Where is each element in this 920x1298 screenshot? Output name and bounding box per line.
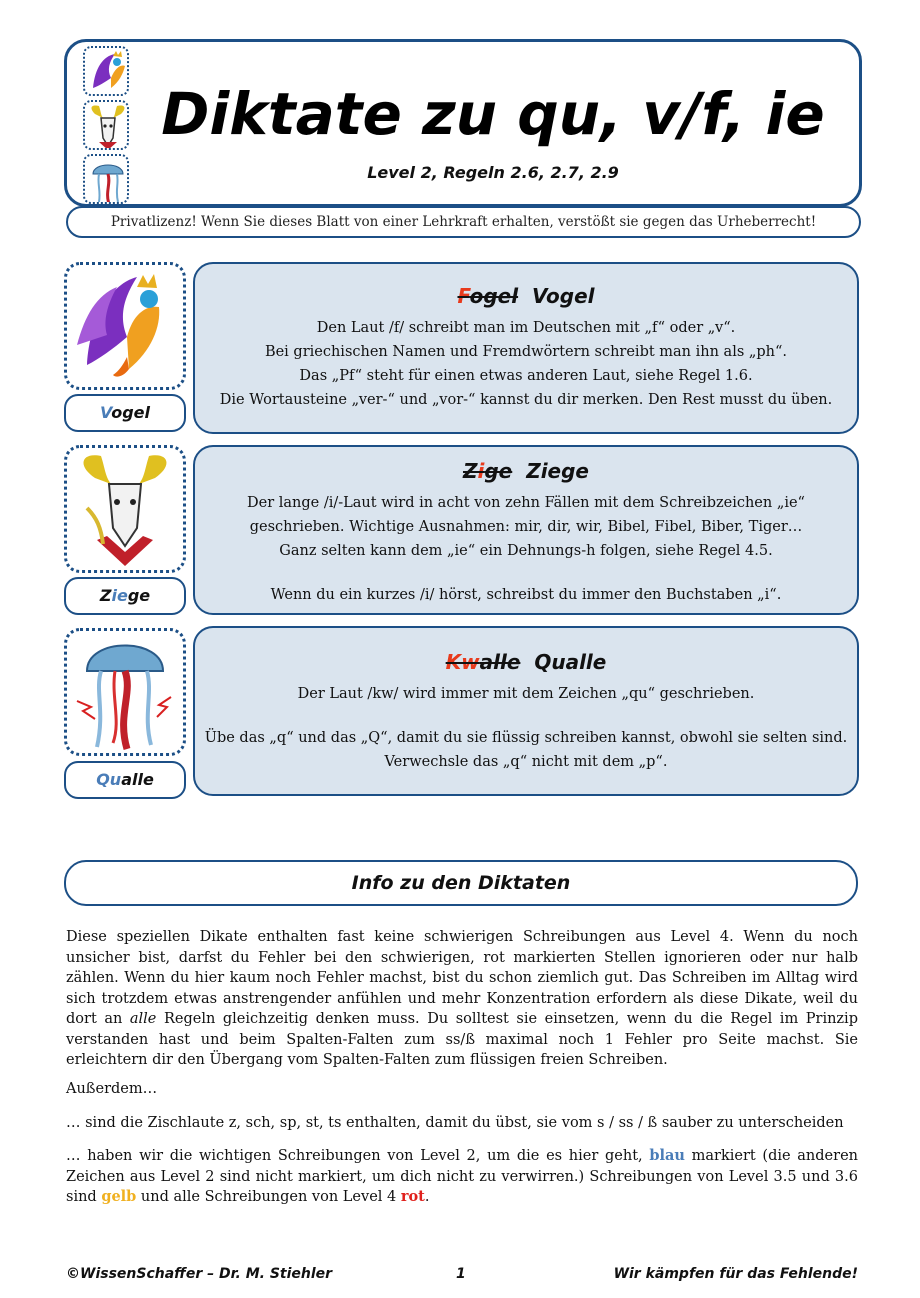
caption-rest: ogel: [111, 403, 150, 422]
rule-line: geschrieben. Wichtige Ausnahmen: mir, dir, wir, Bibel, Fibel, Biber, Tiger…: [249, 519, 803, 535]
wrong-letter: i: [477, 459, 485, 483]
wrong-pre: Z: [462, 459, 478, 483]
bird-thumbnail-icon: [83, 46, 129, 96]
jellyfish-icon: [67, 631, 183, 753]
goat-image: [64, 445, 186, 573]
page-subtitle: Level 2, Regeln 2.6, 2.7, 2.9: [367, 163, 619, 182]
jellyfish-image: [64, 628, 186, 756]
rule-line: Übe das „q“ und das „Q“, damit du sie flüssig schreiben kannst, obwohl sie selten sind.: [204, 730, 848, 746]
bird-icon: [67, 265, 183, 387]
rule-line: Der Laut /kw/ wird immer mit dem Zeichen „qu“ geschrieben.: [297, 686, 755, 702]
text-run: … haben wir die wichtigen Schreibungen von Level 2, um die es hier geht,: [66, 1148, 650, 1164]
caption-rest: ge: [127, 586, 151, 605]
footer-slogan: Wir kämpfen für das Fehlende!: [613, 1266, 858, 1282]
rule-line: Den Laut /f/ schreibt man im Deutschen mit „f“ oder „v“.: [316, 320, 736, 336]
text-run: markiert (die anderen Zeichen aus Level 2 sind nicht markiert, um dich nicht zu verwirren.) Schreibungen von Level 3.5 und 3.6 sind: [66, 1148, 858, 1205]
info-paragraph-4: [66, 1146, 858, 1208]
jellyfish-thumbnail-icon: [83, 154, 129, 204]
bird-image: [64, 262, 186, 390]
emphasis-text: alle: [129, 1011, 157, 1027]
info-paragraph-2: Außerdem…: [66, 1081, 158, 1097]
rule-line: Bei griechischen Namen und Fremdwörtern schreibt man ihn als „ph“.: [264, 344, 788, 360]
text-run: und alle Schreibungen von Level 4: [136, 1189, 401, 1205]
header-box: [64, 39, 862, 207]
caption-highlight: ie: [111, 586, 128, 605]
correct-word: Vogel: [532, 284, 595, 308]
caption-vogel: [64, 394, 186, 432]
rule-text: [195, 316, 857, 412]
blue-label: blau: [649, 1147, 685, 1164]
goat-icon: [67, 448, 183, 570]
caption-ziege: [64, 577, 186, 615]
goat-thumbnail-icon: [83, 100, 129, 150]
rule-line: Wenn du ein kurzes /i/ hörst, schreibst du immer den Buchstaben „i“.: [270, 587, 782, 603]
rule-text: [195, 491, 857, 607]
rule-line: Verwechsle das „q“ nicht mit dem „p“.: [384, 754, 668, 770]
caption-highlight: V: [100, 403, 112, 422]
info-paragraph-3: … sind die Zischlaute z, sch, sp, st, ts enthalten, damit du übst, sie vom s / ss / ß sauber zu unterscheiden: [66, 1115, 844, 1131]
info-heading: Info zu den Diktaten: [64, 860, 858, 906]
caption-rest: alle: [121, 770, 154, 789]
rule-line: Ganz selten kann dem „ie“ ein Dehnungs-h folgen, siehe Regel 4.5.: [279, 543, 773, 559]
wrong-rest: alle: [479, 650, 521, 674]
caption-qualle: [64, 761, 186, 799]
rule-box-qualle: [193, 626, 859, 796]
rule-line: Das „Pf“ steht für einen etwas anderen Laut, siehe Regel 1.6.: [299, 368, 753, 384]
caption-highlight: Qu: [96, 770, 122, 789]
page-title: Diktate zu qu, v/f, ie: [161, 80, 825, 148]
yellow-label: gelb: [101, 1188, 137, 1205]
text-run: Diese speziellen Dikate enthalten fast keine schwierigen Schreibungen aus Level 4. Wenn du noch unsicher bist, darfst du Fehler bei den schwierigen, rot markierten Stellen ignorieren oder nur halb zählen. Wenn du hier kaum noch Fehler machst, bist du schon ziemlich gut. Das Schreiben im Alltag wird sich trotzdem etwas anstrengender anfühlen und mehr Konzentration erfordern als diese Dikate, weil du dort an: [66, 929, 858, 1027]
footer-page-number: 1: [456, 1266, 466, 1282]
rule-title: [195, 284, 857, 308]
footer-copyright: ©WissenSchaffer – Dr. M. Stiehler: [66, 1266, 333, 1282]
rule-box-vogel: [193, 262, 859, 434]
text-run: .: [424, 1189, 430, 1205]
rule-box-ziege: [193, 445, 859, 615]
rule-title: [195, 459, 857, 483]
rule-text: [195, 682, 857, 774]
text-run: Regeln gleichzeitig denken muss. Du solltest sie einsetzen, wenn du die Regel im Prinzip verstanden hast und beim Spalten-Falten zum ss/ß maximal noch 1 Fehler pro Seite machst. Sie erleichtern dir den Übergang vom Spalten-Falten zum flüssigen freien Schreiben.: [66, 1011, 858, 1068]
wrong-letter: F: [457, 284, 470, 308]
rule-line: Die Wortausteine „ver-“ und „vor-“ kannst du dir merken. Den Rest musst du üben.: [219, 392, 833, 408]
info-paragraph-1: [66, 927, 858, 1071]
correct-word: Ziege: [526, 459, 589, 483]
wrong-rest: ogel: [469, 284, 519, 308]
rule-title: [195, 650, 857, 674]
correct-word: Qualle: [534, 650, 607, 674]
wrong-letters: Kw: [445, 650, 480, 674]
wrong-rest: ge: [484, 459, 513, 483]
rule-line: Der lange /i/-Laut wird in acht von zehn Fällen mit dem Schreibzeichen „ie“: [247, 495, 805, 511]
red-label: rot: [400, 1188, 425, 1205]
caption-pre: Z: [99, 586, 112, 605]
license-notice: Privatlizenz! Wenn Sie dieses Blatt von einer Lehrkraft erhalten, verstößt sie gegen das Urheberrecht!: [66, 206, 861, 238]
